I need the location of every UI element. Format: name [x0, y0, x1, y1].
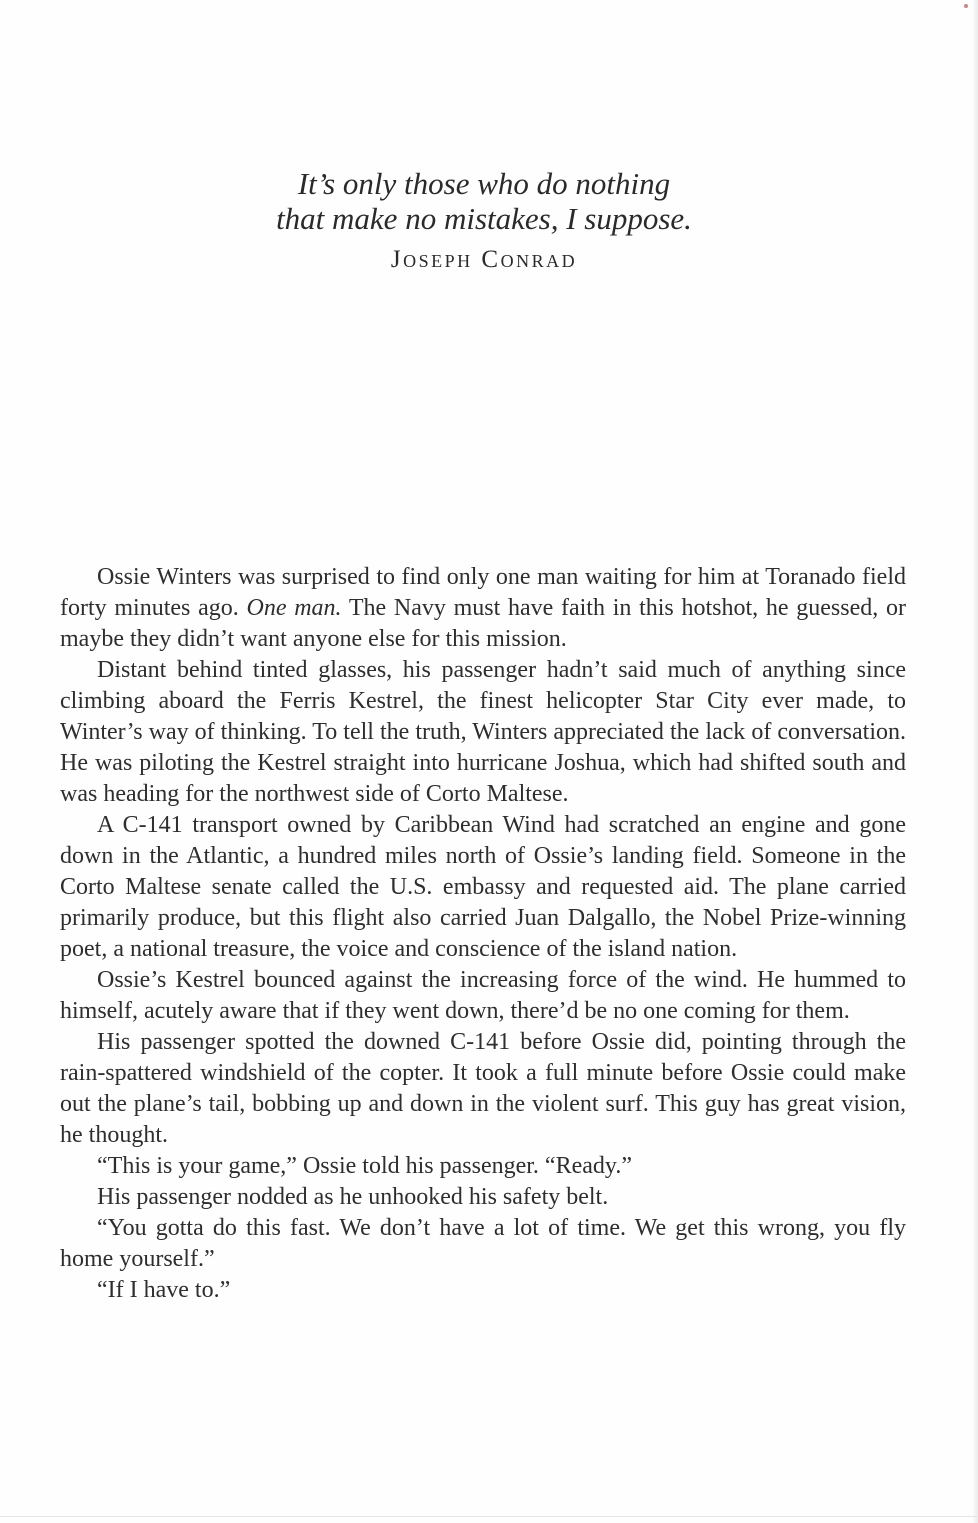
- page-edge-shadow: [972, 0, 978, 1523]
- paragraph: Ossie’s Kestrel bounced against the increasing force of the wind. He hummed to himself, acutely aware that if they went down, there’d be no one coming for them.: [60, 967, 906, 1024]
- epigraph-line-1: It’s only those who do nothing: [297, 166, 671, 201]
- paragraph-text: Ossie Winters was surprised to find only one man waiting for him at Toranado field forty minutes ago.: [60, 564, 906, 621]
- paragraph: His passenger nodded as he unhooked his safety belt.: [97, 1184, 609, 1210]
- epigraph: [0, 166, 968, 274]
- paragraph: His passenger spotted the downed C-141 before Ossie did, pointing through the rain-spattered windshield of the copter. It took a full minute before Ossie could make out the plane’s tail, bobbing up and down in the violent surf. This guy has great vision, he thought.: [60, 1029, 906, 1148]
- paragraph: [60, 562, 906, 655]
- emphasis-text: One man.: [246, 595, 342, 621]
- paragraph: A C-141 transport owned by Caribbean Wind had scratched an engine and gone down in the Atlantic, a hundred miles north of Ossie’s landing field. Someone in the Corto Maltese senate called the U.S. embassy and requested aid. The plane carried primarily produce, but this flight also carried Juan Dalgallo, the Nobel Prize-winning poet, a national treasure, the voice and conscience of the island nation.: [60, 812, 906, 962]
- paragraph: “You gotta do this fast. We don’t have a lot of time. We get this wrong, you fly home yourself.”: [60, 1215, 906, 1272]
- paragraph: “If I have to.”: [97, 1277, 231, 1303]
- corner-mark: [964, 4, 968, 8]
- page-bottom-edge: [0, 1516, 978, 1517]
- paragraph-text: The Navy must have faith in this hotshot, he guessed, or maybe they didn’t want anyone else for this mission.: [60, 595, 906, 652]
- paragraph: Distant behind tinted glasses, his passenger hadn’t said much of anything since climbing aboard the Ferris Kestrel, the finest helicopter Star City ever made, to Winter’s way of thinking. To tell the truth, Winters appreciated the lack of conversation. He was piloting the Kestrel straight into hurricane Joshua, which had shifted south and was heading for the northwest side of Corto Maltese.: [60, 657, 906, 807]
- paragraph: “This is your game,” Ossie told his passenger. “Ready.”: [97, 1153, 632, 1179]
- epigraph-author: Joseph Conrad: [390, 246, 578, 273]
- chapter-body: [60, 562, 906, 1306]
- epigraph-line-2: that make no mistakes, I suppose.: [276, 201, 692, 236]
